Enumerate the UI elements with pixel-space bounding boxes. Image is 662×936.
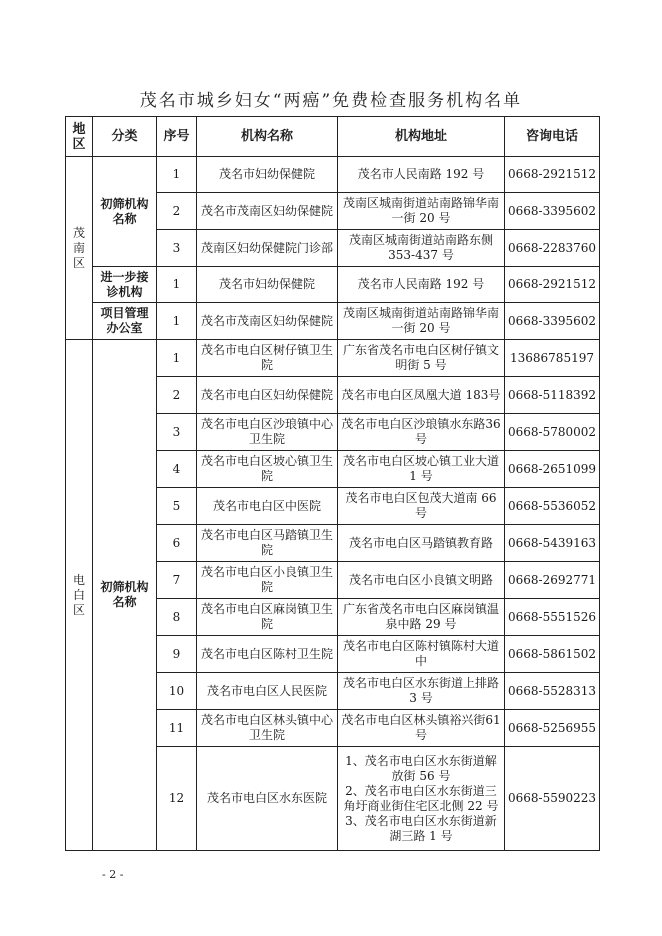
region-label: 电白区 — [72, 572, 85, 617]
cell-phone: 0668-5551526 — [505, 599, 600, 636]
address-line: 3、茂名市电白区水东街道新湖三路 1 号 — [345, 813, 497, 843]
cell-name: 茂名市电白区水东医院 — [197, 747, 338, 851]
cell-seq: 5 — [157, 488, 197, 525]
cell-address: 茂名市电白区陈村镇陈村大道中 — [338, 636, 505, 673]
cell-seq: 11 — [157, 710, 197, 747]
cell-address: 广东省茂名市电白区树仔镇文明街 5 号 — [338, 340, 505, 377]
cell-phone: 0668-5118392 — [505, 377, 600, 414]
cell-seq: 1 — [157, 267, 197, 303]
cell-name: 茂名市茂南区妇幼保健院 — [197, 303, 338, 340]
cell-address: 茂名市电白区小良镇文明路 — [338, 562, 505, 599]
table-row — [66, 157, 600, 193]
cell-address: 茂名市电白区包茂大道南 66号 — [338, 488, 505, 525]
cell-name: 茂名市电白区人民医院 — [197, 673, 338, 710]
cell-address: 茂名市电白区坡心镇工业大道 1 号 — [338, 451, 505, 488]
cell-address: 茂南区城南街道站南路锦华南一街 20 号 — [338, 303, 505, 340]
page-title: 茂名市城乡妇女“两癌”免费检查服务机构名单 — [139, 91, 523, 111]
cell-name: 茂名市电白区麻岗镇卫生院 — [197, 599, 338, 636]
institution-table — [65, 116, 600, 851]
cell-phone: 0668-2651099 — [505, 451, 600, 488]
cell-seq: 2 — [157, 377, 197, 414]
category-office: 项目管理办公室 — [93, 303, 157, 340]
cell-phone: 0668-2921512 — [505, 267, 600, 303]
cell-address: 茂名市电白区林头镇裕兴街61 号 — [338, 710, 505, 747]
cell-seq: 2 — [157, 193, 197, 230]
cell-address: 茂名市电白区凤凰大道 183号 — [338, 377, 505, 414]
region-maonan — [66, 157, 93, 340]
cell-phone: 0668-2692771 — [505, 562, 600, 599]
cell-phone: 0668-5528313 — [505, 673, 600, 710]
cell-name: 茂名市电白区中医院 — [197, 488, 338, 525]
cell-seq: 3 — [157, 414, 197, 451]
cell-seq: 9 — [157, 636, 197, 673]
cell-name: 茂名市电白区陈村卫生院 — [197, 636, 338, 673]
cell-name: 茂名市电白区坡心镇卫生院 — [197, 451, 338, 488]
cell-name: 茂名市电白区树仔镇卫生院 — [197, 340, 338, 377]
cell-phone: 0668-5256955 — [505, 710, 600, 747]
cell-address: 茂名市人民南路 192 号 — [338, 157, 505, 193]
table-header-row — [66, 117, 600, 157]
cell-phone: 0668-3395602 — [505, 193, 600, 230]
cell-seq: 7 — [157, 562, 197, 599]
category-label: 初筛机构名称 — [100, 580, 149, 609]
page-number: - 2 - — [102, 868, 124, 881]
table-row — [66, 303, 600, 340]
cell-seq: 12 — [157, 747, 197, 851]
cell-name: 茂名市茂南区妇幼保健院 — [197, 193, 338, 230]
cell-address: 茂南区城南街道站南路锦华南一街 20 号 — [338, 193, 505, 230]
cell-name: 茂名市妇幼保健院 — [197, 157, 338, 193]
cell-address: 茂南区城南街道站南路东侧353-437 号 — [338, 230, 505, 267]
cell-address — [338, 747, 505, 851]
cell-seq: 3 — [157, 230, 197, 267]
cell-phone: 0668-5861502 — [505, 636, 600, 673]
cell-seq: 6 — [157, 525, 197, 562]
table-row — [66, 267, 600, 303]
category-screening: 初筛机构名称 — [93, 157, 157, 267]
cell-seq: 1 — [157, 157, 197, 193]
cell-seq: 10 — [157, 673, 197, 710]
cell-phone: 0668-2921512 — [505, 157, 600, 193]
header-category: 分类 — [93, 117, 157, 157]
header-seq: 序号 — [157, 117, 197, 157]
cell-phone: 0668-5536052 — [505, 488, 600, 525]
region-label: 茂南区 — [72, 225, 85, 270]
cell-phone: 0668-5780002 — [505, 414, 600, 451]
cell-name: 茂名市电白区马踏镇卫生院 — [197, 525, 338, 562]
cell-address: 茂名市电白区沙琅镇水东路36 号 — [338, 414, 505, 451]
category-followup: 进一步接诊机构 — [93, 267, 157, 303]
category-screening — [93, 340, 157, 851]
cell-name: 茂名市电白区妇幼保健院 — [197, 377, 338, 414]
cell-seq: 8 — [157, 599, 197, 636]
cell-name: 茂名市电白区林头镇中心卫生院 — [197, 710, 338, 747]
cell-address: 广东省茂名市电白区麻岗镇温泉中路 29 号 — [338, 599, 505, 636]
header-phone: 咨询电话 — [505, 117, 600, 157]
cell-phone: 0668-5590223 — [505, 747, 600, 851]
cell-phone: 13686785197 — [505, 340, 600, 377]
table-row — [66, 340, 600, 377]
address-line: 1、茂名市电白区水东街道解放街 56 号 — [345, 753, 497, 783]
cell-phone: 0668-3395602 — [505, 303, 600, 340]
cell-phone: 0668-2283760 — [505, 230, 600, 267]
region-dianbai — [66, 340, 93, 851]
cell-name: 茂名市电白区小良镇卫生院 — [197, 562, 338, 599]
cell-address: 茂名市电白区马踏镇教育路 — [338, 525, 505, 562]
cell-seq: 4 — [157, 451, 197, 488]
cell-name: 茂南区妇幼保健院门诊部 — [197, 230, 338, 267]
header-address: 机构地址 — [338, 117, 505, 157]
cell-address: 茂名市人民南路 192 号 — [338, 267, 505, 303]
header-region: 地区 — [66, 117, 93, 157]
header-name: 机构名称 — [197, 117, 338, 157]
cell-address: 茂名市电白区水东街道上排路 3 号 — [338, 673, 505, 710]
cell-seq: 1 — [157, 340, 197, 377]
cell-name: 茂名市妇幼保健院 — [197, 267, 338, 303]
cell-name: 茂名市电白区沙琅镇中心卫生院 — [197, 414, 338, 451]
address-line: 2、茂名市电白区水东街道三角圩商业街住宅区北侧 22 号 — [343, 783, 499, 813]
cell-phone: 0668-5439163 — [505, 525, 600, 562]
cell-seq: 1 — [157, 303, 197, 340]
